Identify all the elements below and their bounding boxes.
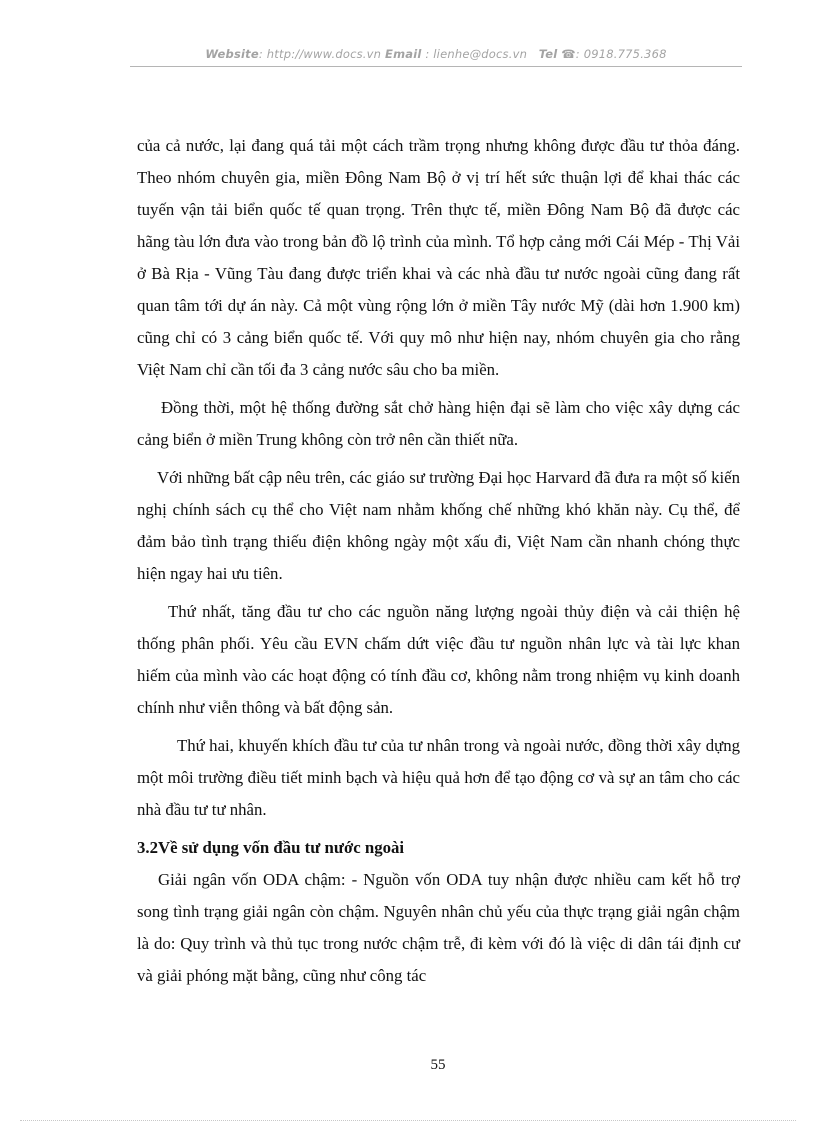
paragraph-6: Giải ngân vốn ODA chậm: - Nguồn vốn ODA tuy nhận được nhiều cam kết hỗ trợ song tình trạng giải ngân còn chậm. Nguyên nhân chủ yếu của thực trạng giải ngân chậm là do: Quy trình và thủ tục trong nước chậm trễ, đi kèm với đó là việc di dân tái định cư và giải phóng mặt bằng, cũng như công tác [137,870,740,985]
tel-value: : 0918.775.368 [575,47,667,61]
phone-icon: ☎ [561,47,576,61]
section-heading: 3.2Về sử dụng vốn đầu tư nước ngoài [137,838,405,857]
paragraph-3: Với những bất cập nêu trên, các giáo sư trường Đại học Harvard đã đưa ra một số kiến nghị chính sách cụ thể cho Việt nam nhằm khống chế những khó khăn này. Cụ thể, để đảm bảo tình trạng thiếu điện không ngày một xấu đi, Việt Nam cần nhanh chóng thực hiện ngay hai ưu tiên. [137,468,740,583]
website-value: : http://www.docs.vn [258,47,382,61]
email-label: Email [385,47,422,61]
paragraph-2: Đồng thời, một hệ thống đường sắt chở hàng hiện đại sẽ làm cho việc xây dựng các cảng biển ở miền Trung không còn trở nên cần thiết nữa. [137,398,740,449]
tel-label: Tel [538,47,558,61]
paragraph-1: của cả nước, lại đang quá tải một cách trầm trọng nhưng không được đầu tư thỏa đáng. Theo nhóm chuyên gia, miền Đông Nam Bộ ở vị trí hết sức thuận lợi để khai thác các tuyến vận tải biển quốc tế quan trọng. Trên thực tế, miền Đông Nam Bộ đã được các hãng tàu lớn đưa vào trong bản đồ lộ trình của mình. Tổ hợp cảng mới Cái Mép - Thị Vải ở Bà Rịa - Vũng Tàu đang được triển khai và các nhà đầu tư nước ngoài cũng đang rất quan tâm tới dự án này. Cả một vùng rộng lớn ở miền Tây nước Mỹ (dài hơn 1.900 km) cũng chỉ có 3 cảng biển quốc tế. Với quy mô như hiện nay, nhóm chuyên gia cho rằng Việt Nam chỉ cần tối đa 3 cảng nước sâu cho ba miền. [137,136,740,379]
page-number: 55 [430,1057,446,1073]
paragraph-5: Thứ hai, khuyến khích đầu tư của tư nhân trong và ngoài nước, đồng thời xây dựng một môi trường điều tiết minh bạch và hiệu quả hơn để tạo động cơ và sự an tâm cho các nhà đầu tư tư nhân. [137,736,740,819]
header-divider [130,66,742,67]
website-label: Website [205,47,259,61]
document-body [137,130,740,998]
footer-divider [20,1120,796,1121]
paragraph-4: Thứ nhất, tăng đầu tư cho các nguồn năng lượng ngoài thủy điện và cải thiện hệ thống phân phối. Yêu cầu EVN chấm dứt việc đầu tư nguồn nhân lực và tài lực khan hiếm của mình vào các hoạt động có tính đầu cơ, không nằm trong nhiệm vụ kinh doanh chính như viễn thông và bất động sản. [137,602,740,717]
email-value: : lienhe@docs.vn [421,47,528,61]
page-header [130,47,742,61]
